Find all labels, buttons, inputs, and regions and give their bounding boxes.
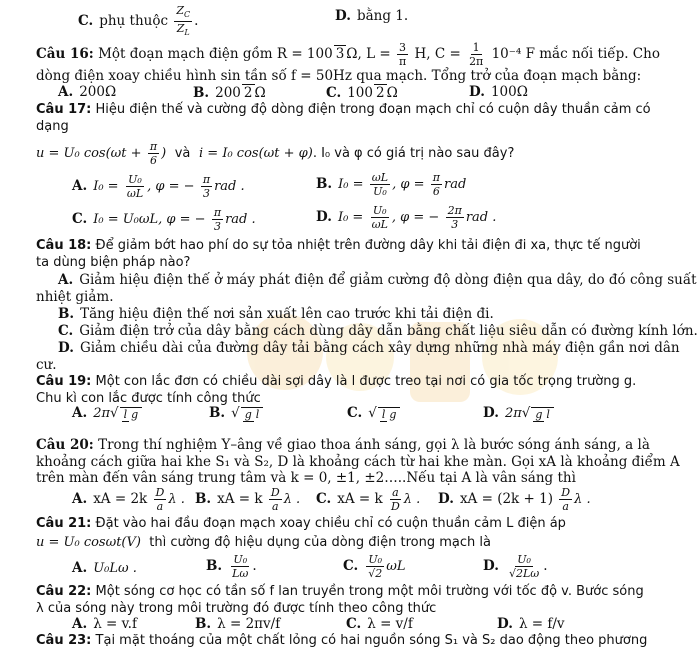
q17-option-b: B. I₀ = $\frac{\omega L}{\text{U₀}}$ , φ = $\frac{\pi}{6}$ rad: [316, 171, 467, 198]
q18-option-c: C. Giảm điện trở của dây bằng cách dùng dây dẫn bằng chất liệu siêu dẫn có đường kính lớn.: [58, 323, 698, 339]
q17-option-c: C. I₀ = U₀ωL, φ = − $\frac{\pi}{3}$ rad .: [72, 206, 256, 233]
q19-option-a: A. 2π√ l g: [72, 405, 144, 421]
top-option-d: D. bằng 1.: [335, 8, 409, 24]
q17-option-d: D. I₀ = $\frac{\text{U₀}}{\omega L}$ , φ = − $\frac{2\pi}{3}$ rad .: [316, 204, 497, 231]
q18-option-a-cont: nhiệt giảm.: [36, 289, 114, 305]
q17-line2: dạng: [36, 119, 69, 134]
q23-stem: Câu 23: Tại mặt thoáng của một chất lỏng có hai nguồn sóng S₁ và S₂ dao động theo phương: [36, 633, 648, 648]
q21-option-a: A. U₀Lω .: [72, 560, 137, 576]
q16-option-b: B. 200 2 Ω: [193, 85, 266, 101]
q16-stem: Câu 16: Một đoạn mạch điện gồm R = 100 3 Ω, L = $\frac{3}{\pi}$ H, C = $\frac{1}{2\pi}$ 10⁻⁴ F mắc nối tiếp. Cho: [36, 41, 660, 68]
q20-option-a: A. xA = 2k $\frac{D}{a}$ λ .: [72, 486, 185, 513]
q19-option-c: C. √ l g: [347, 405, 402, 421]
q21-option-d: D. $\frac{\text{U₀}}{√2L\omega}$ .: [483, 553, 548, 580]
q20-option-c: C. xA = k $\frac{a}{D}$ λ .: [316, 486, 421, 513]
q16-option-c: C. 100 2 Ω: [326, 85, 398, 101]
q21-stem: Câu 21: Đặt vào hai đầu đoạn mạch xoay chiều chỉ có cuộn thuần cảm L điện áp: [36, 516, 566, 531]
q22-line2: λ của sóng này trong môi trường đó được tính theo công thức: [36, 601, 437, 616]
q19-option-d: D. 2π√ g l: [483, 405, 556, 421]
top-option-c: C. phụ thuộc $\frac{Z_C}{Z_L}$ .: [78, 4, 199, 38]
q18-option-b: B. Tăng hiệu điện thế nơi sản xuất lên cao trước khi tải điện đi.: [58, 306, 494, 322]
q20-line3: trên màn đến vân sáng trung tâm và k = 0, ±1, ±2…..Nếu tại A là vân sáng thì: [36, 470, 576, 486]
q20-stem: Câu 20: Trong thí nghiệm Y–âng về giao thoa ánh sáng, gọi λ là bước sóng ánh sáng, a là: [36, 437, 650, 453]
q20-option-d: D. xA = (2k + 1) $\frac{D}{a}$ λ .: [438, 486, 591, 513]
q18-stem: Câu 18: Để giảm bớt hao phí do sự tỏa nhiệt trên đường dây khi tải điện đi xa, thực tế người: [36, 238, 641, 253]
q22-option-c: C. λ = v/f: [346, 616, 413, 632]
q17-equation: u = U₀ cos(ωt + $\frac{\pi}{6}$ ) và i = I₀ cos(ωt + φ). I₀ và φ có giá trị nào sau đây?: [36, 140, 515, 167]
q16-option-d: D. 100Ω: [469, 84, 528, 100]
q18-option-a: A. Giảm hiệu điện thế ở máy phát điện để giảm cường độ dòng điện qua dây, do đó công suất: [58, 272, 697, 288]
q18-option-d: D. Giảm chiều dài của đường dây tải bằng cách xây dựng những nhà máy điện gần nơi dân: [58, 340, 680, 356]
q21-option-c: C. $\frac{\text{U₀}}{√2}$ ωL: [343, 553, 406, 580]
q19-option-b: B. √ g l: [209, 405, 265, 421]
q21-line2: u = U₀ cosωt(V) thì cường độ hiệu dụng của dòng điện trong mạch là: [36, 535, 491, 550]
q22-option-a: A. λ = v.f: [72, 616, 137, 632]
q19-line2: Chu kì con lắc được tính công thức: [36, 391, 261, 406]
q20-option-b: B. xA = k $\frac{D}{a}$ λ .: [195, 486, 301, 513]
q16-line2: dòng điện xoay chiều hình sin tần số f = 50Hz qua mạch. Tổng trở của đoạn mạch bằng:: [36, 68, 642, 84]
q19-stem: Câu 19: Một con lắc đơn có chiều dài sợi dây là l được treo tại nơi có gia tốc trọng trường g.: [36, 374, 637, 389]
q18-line2: ta dùng biện pháp nào?: [36, 255, 191, 270]
q17-option-a: A. I₀ = $\frac{\text{U₀}}{\omega L}$ , φ = − $\frac{\pi}{3}$ rad .: [72, 173, 245, 200]
q20-line2: khoảng cách giữa hai khe S₁ và S₂, D là khoảng cách từ hai khe màn. Gọi xA là khoảng điểm A: [36, 454, 680, 470]
q22-option-d: D. λ = f/v: [497, 616, 565, 632]
q17-stem: Câu 17: Hiệu điện thế và cường độ dòng điện trong đoạn mạch chỉ có cuộn dây thuần cảm có: [36, 102, 651, 117]
q22-stem: Câu 22: Một sóng cơ học có tần số f lan truyền trong một môi trường với tốc độ v. Bước sóng: [36, 584, 644, 599]
q18-option-d-cont: cư.: [36, 357, 57, 373]
q16-option-a: A. 200Ω: [58, 84, 117, 100]
q22-option-b: B. λ = 2πv/f: [195, 616, 281, 632]
q21-option-b: B. $\frac{\text{U₀}}{L\omega}$ .: [206, 553, 257, 580]
